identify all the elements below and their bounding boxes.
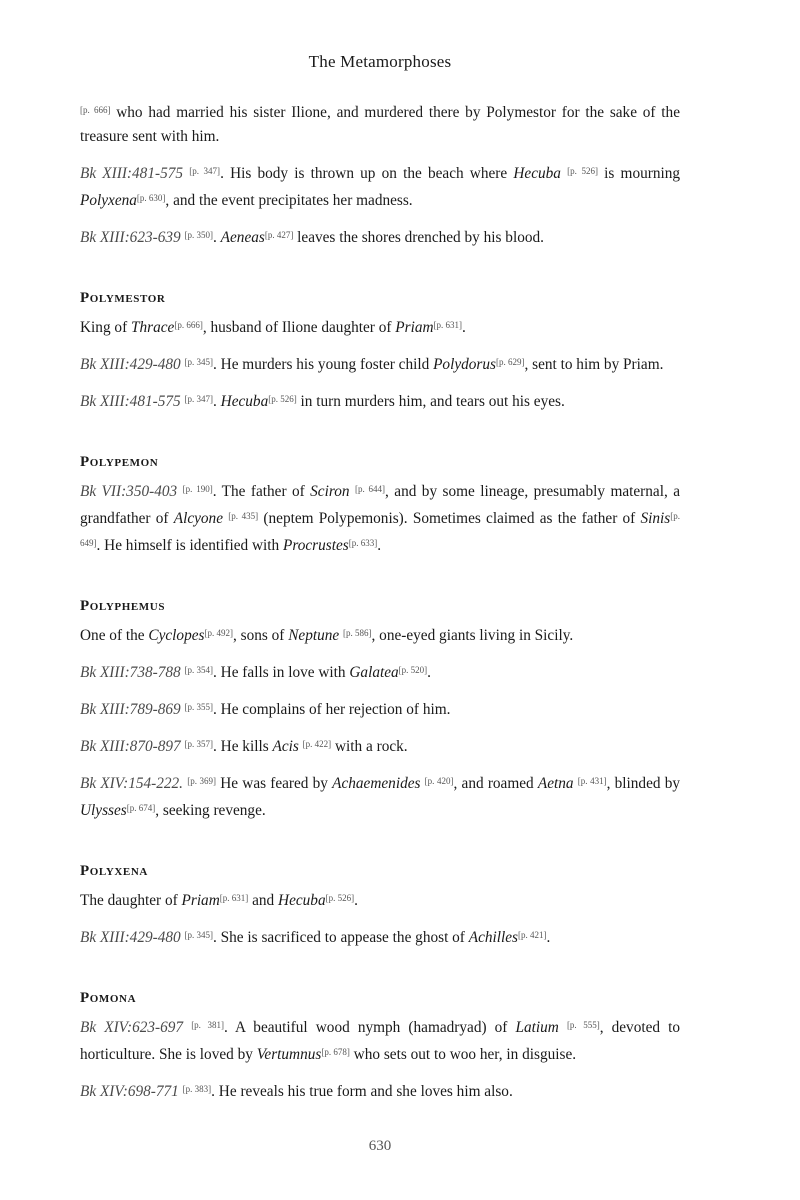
page-reference[interactable]: [p. 345] (184, 357, 213, 367)
name-link[interactable]: Thrace (131, 319, 175, 336)
paragraph (80, 658, 680, 685)
page-reference[interactable]: [p. 526] (325, 893, 355, 903)
entry-heading: Polymestor (80, 290, 166, 306)
text-run: , blinded by (606, 775, 680, 792)
name-link[interactable]: Aetna (537, 775, 574, 792)
text-run: and (248, 892, 279, 909)
page-reference[interactable]: [p. 644] (354, 484, 386, 494)
paragraph (80, 621, 680, 648)
page-reference[interactable]: [p. 526] (567, 166, 598, 176)
page-reference[interactable]: [p. 355] (184, 702, 213, 712)
page-reference[interactable]: [p. 431] (577, 776, 607, 786)
page-reference[interactable]: [p. 586] (343, 628, 372, 638)
page-reference[interactable]: [p. 381] (191, 1020, 224, 1030)
name-link[interactable]: Ulysses (80, 802, 127, 819)
entry (80, 290, 680, 414)
page-reference[interactable]: [p. 633] (348, 538, 378, 548)
page-number: 630 (368, 1138, 392, 1154)
entry (80, 454, 680, 558)
paragraph (80, 1013, 680, 1067)
page-reference[interactable]: [p. 435] (228, 511, 259, 521)
page-reference[interactable]: [p. 630] (136, 193, 166, 203)
text-run: . She is sacrificed to appease the ghost of (213, 929, 469, 946)
paragraph (80, 98, 680, 149)
entries-list (80, 290, 680, 1104)
page-reference[interactable]: [p. 421] (518, 930, 547, 940)
text-run: He was feared by (216, 775, 333, 792)
name-link[interactable]: Latium (515, 1019, 559, 1036)
text-run: (neptem Polypemonis). Sometimes claimed as the father of (258, 510, 641, 527)
name-link[interactable]: Achilles (468, 929, 519, 946)
text-run: , sons of (232, 627, 289, 644)
paragraph (80, 1077, 680, 1104)
book-reference: Bk XIV:154-222. (80, 775, 184, 792)
text-run: . A beautiful wood nymph (hamadryad) of (223, 1019, 516, 1036)
paragraph (80, 313, 680, 340)
name-link[interactable]: Achaemenides (332, 775, 421, 792)
name-link[interactable]: Neptune (288, 627, 340, 644)
name-link[interactable]: Procrustes (283, 537, 349, 554)
text-run: , and by some lineage, presumably maternal, a grandfather of (80, 483, 680, 527)
entry-heading: Polyphemus (80, 598, 166, 614)
text-run (559, 1019, 567, 1036)
book-reference: Bk XIII:429-480 (80, 929, 181, 946)
text-run: . His body is thrown up on the beach where (220, 165, 514, 182)
paragraph (80, 159, 680, 213)
book-reference: Bk VII:350-403 (80, 483, 178, 500)
page-reference[interactable]: [p. 678] (321, 1047, 350, 1057)
running-head: The Metamorphoses (308, 52, 452, 71)
paragraph (80, 695, 680, 722)
name-link[interactable]: Galatea (349, 664, 399, 681)
name-link[interactable]: Priam (395, 319, 434, 336)
text-run: who sets out to woo her, in disguise. (349, 1046, 577, 1063)
book-reference: Bk XIII:623-639 (80, 229, 181, 246)
page-reference[interactable]: [p. 492] (204, 628, 233, 638)
book-reference: Bk XIII:481-575 (80, 393, 181, 410)
text-run: . (427, 664, 431, 681)
book-reference: Bk XIV:623-697 (80, 1019, 184, 1036)
page-reference[interactable]: [p. 347] (184, 394, 213, 404)
continued-entry (80, 98, 680, 250)
paragraph (80, 477, 680, 558)
text-run: , one-eyed giants living in Sicily. (371, 627, 574, 644)
name-link[interactable]: Hecuba (513, 165, 561, 182)
text-run: . (354, 892, 358, 909)
page-reference[interactable]: [p. 369] (187, 776, 217, 786)
entry (80, 863, 680, 950)
entry (80, 598, 680, 823)
paragraph (80, 223, 680, 250)
text-run: King of (80, 319, 131, 336)
name-link[interactable]: Hecuba (278, 892, 326, 909)
text-run: . (213, 393, 221, 410)
name-link[interactable]: Acis (272, 738, 299, 755)
page-reference[interactable]: [p. 345] (184, 930, 213, 940)
text-run: . He complains of her rejection of him. (213, 701, 451, 718)
text-run: The daughter of (80, 892, 182, 909)
page-reference[interactable]: [p. 555] (566, 1020, 600, 1030)
paragraph (80, 350, 680, 377)
paragraph (80, 923, 680, 950)
text-run: who had married his sister Ilione, and murdered there by Polymestor for the sake of the treasure sent with him. (80, 104, 680, 145)
page-reference[interactable]: [p. 666] (174, 320, 203, 330)
name-link[interactable]: Sinis (640, 510, 671, 527)
paragraph (80, 387, 680, 414)
text-run: . He falls in love with (213, 664, 350, 681)
text-run: , and the event precipitates her madness. (165, 192, 413, 209)
entry-heading: Polyxena (80, 863, 148, 879)
text-run: . (377, 537, 382, 554)
book-reference: Bk XIII:738-788 (80, 664, 181, 681)
page-reference[interactable]: [p. 350] (184, 230, 213, 240)
entry-heading: Pomona (80, 990, 137, 1006)
name-link[interactable]: Aeneas (220, 229, 265, 246)
text-run: , seeking revenge. (155, 802, 266, 819)
name-link[interactable]: Sciron (310, 483, 350, 500)
name-link[interactable]: Alcyone (173, 510, 223, 527)
text-run: , devoted to horticulture. She is loved by (80, 1019, 681, 1063)
text-run: with a rock. (331, 738, 408, 755)
document-page (80, 0, 680, 1200)
text-run: in turn murders him, and tears out his eyes. (296, 393, 565, 410)
page-reference[interactable]: [p. 383] (182, 1084, 212, 1094)
page-reference[interactable]: [p. 347] (189, 166, 221, 176)
name-link[interactable]: Vertumnus (256, 1046, 322, 1063)
page-reference[interactable]: [p. 631] (219, 893, 249, 903)
text-run: , sent to him by Priam. (524, 356, 664, 373)
book-reference: Bk XIII:789-869 (80, 701, 181, 718)
text-run (183, 1019, 191, 1036)
page-reference[interactable]: [p. 631] (433, 320, 463, 330)
book-reference: Bk XIII:429-480 (80, 356, 181, 373)
text-run: . (213, 229, 221, 246)
page-reference[interactable]: [p. 190] (182, 484, 213, 494)
entry-heading: Polypemon (80, 454, 159, 470)
text-run: . He reveals his true form and she loves him also. (211, 1083, 513, 1100)
paragraph (80, 732, 680, 759)
text-run: . (462, 319, 466, 336)
text-run: . He murders his young foster child (213, 356, 434, 373)
name-link[interactable]: Polydorus (433, 356, 496, 373)
text-run: is mourning (597, 165, 681, 182)
text-run: One of the (80, 627, 149, 644)
page-content (80, 98, 680, 1114)
book-reference: Bk XIV:698-771 (80, 1083, 179, 1100)
name-link[interactable]: Hecuba (220, 393, 269, 410)
paragraph (80, 769, 680, 823)
name-link[interactable]: Priam (181, 892, 220, 909)
entry (80, 990, 680, 1104)
page-reference[interactable]: [p. 357] (184, 739, 213, 749)
name-link[interactable]: Cyclopes (148, 627, 205, 644)
text-run: . He kills (213, 738, 273, 755)
paragraph (80, 886, 680, 913)
page-reference[interactable]: [p. 520] (398, 665, 428, 675)
text-run: . (546, 929, 551, 946)
text-run: . The father of (212, 483, 311, 500)
page-reference[interactable]: [p. 674] (126, 803, 156, 813)
page-reference[interactable]: [p. 666] (80, 105, 111, 115)
text-run: leaves the shores drenched by his blood. (293, 229, 544, 246)
page-reference[interactable]: [p. 649] (80, 511, 681, 548)
page-reference[interactable]: [p. 427] (264, 230, 294, 240)
text-run: , and roamed (453, 775, 538, 792)
page-reference[interactable]: [p. 526] (268, 394, 297, 404)
page-reference[interactable]: [p. 629] (495, 357, 525, 367)
name-link[interactable]: Polyxena (80, 192, 137, 209)
book-reference: Bk XIII:870-897 (80, 738, 181, 755)
page-reference[interactable]: [p. 354] (184, 665, 213, 675)
page-reference[interactable]: [p. 420] (424, 776, 454, 786)
page-reference[interactable]: [p. 422] (302, 739, 332, 749)
book-reference: Bk XIII:481-575 (80, 165, 184, 182)
text-run: . He himself is identified with (96, 537, 284, 554)
text-run: , husband of Ilione daughter of (202, 319, 396, 336)
